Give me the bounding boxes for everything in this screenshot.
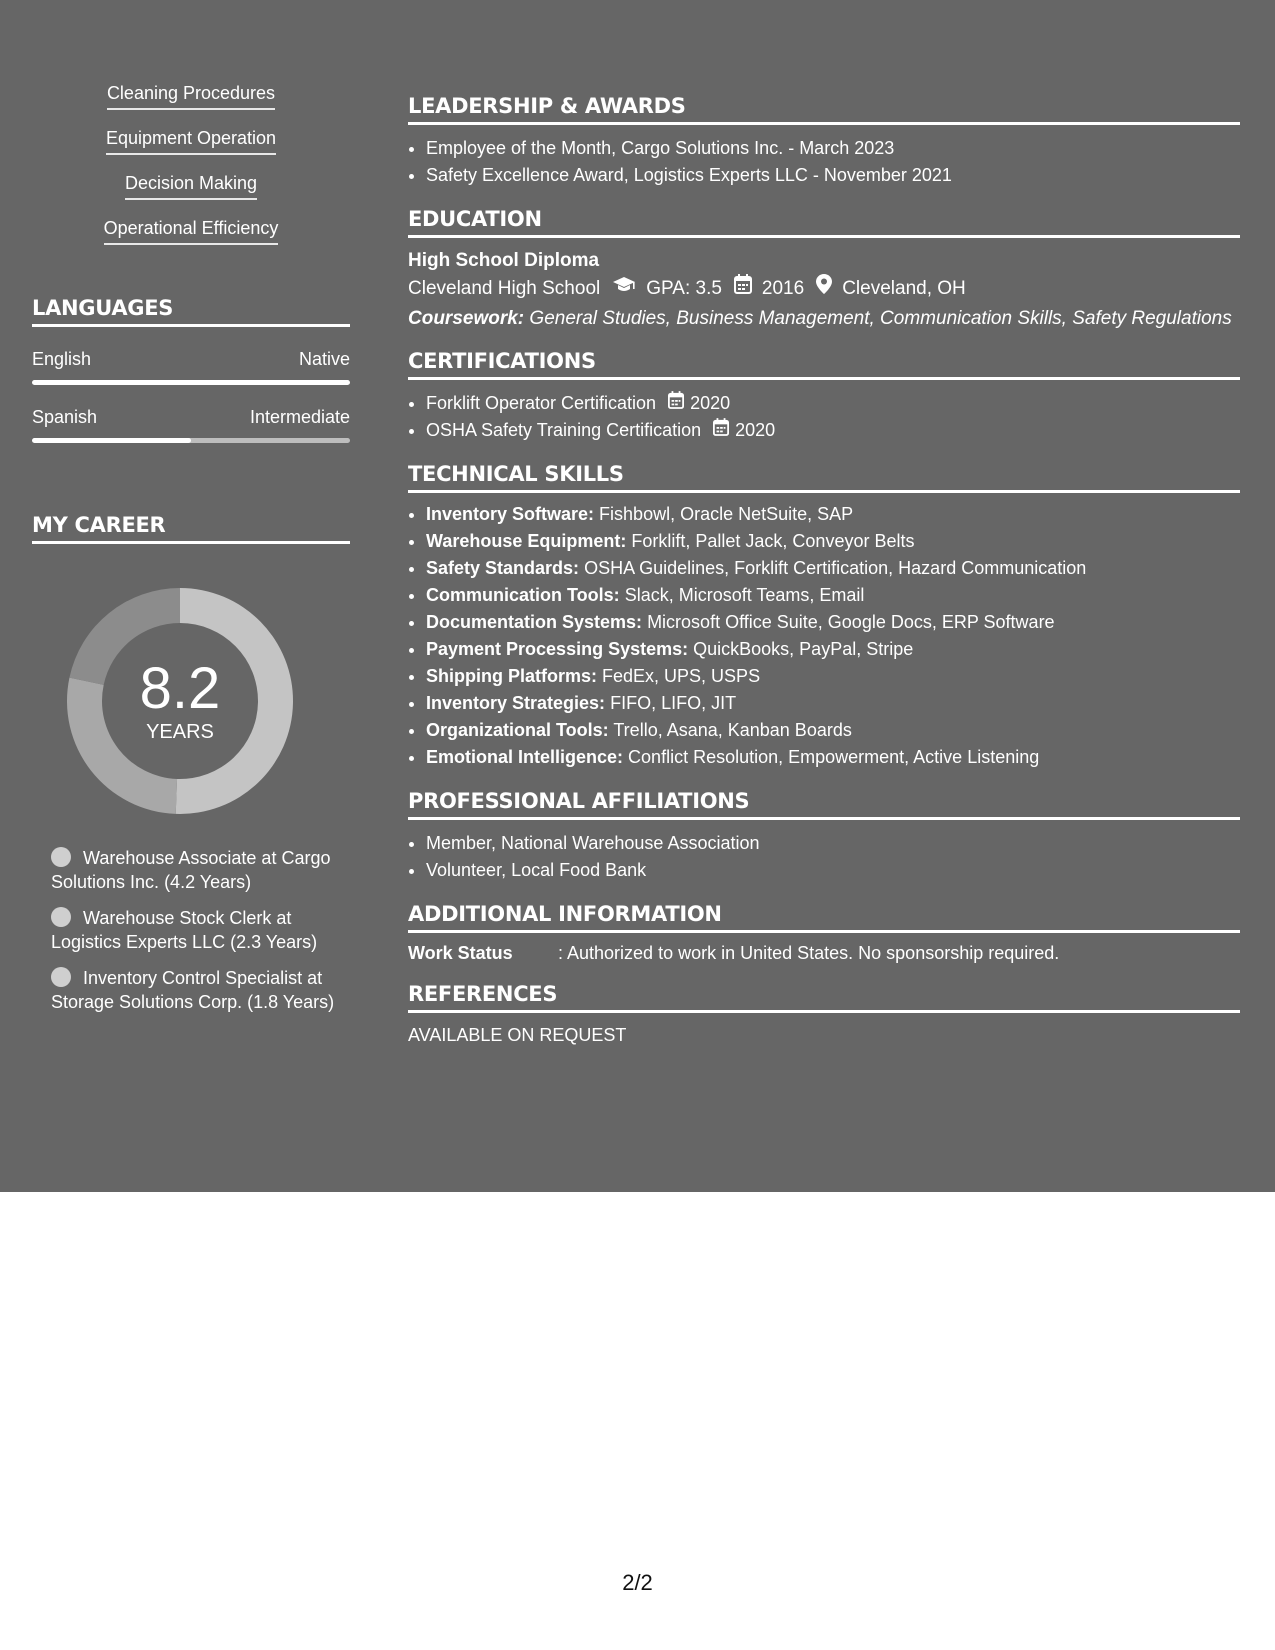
education-location: Cleveland, OH (842, 278, 966, 299)
certification-item: • Forklift Operator Certification 2020 (426, 390, 1240, 417)
certifications-title: CERTIFICATIONS (408, 349, 1240, 380)
certification-item: • OSHA Safety Training Certification 2020 (426, 417, 1240, 444)
left-column (32, 80, 350, 1026)
bullet-dot-icon (51, 967, 71, 987)
education-degree: High School Diploma (408, 250, 600, 271)
list-item: • Documentation Systems: Microsoft Office Suite, Google Docs, ERP Software (426, 609, 1240, 636)
skill-item: Decision Making (125, 170, 257, 200)
list-item: • Inventory Software: Fishbowl, Oracle NetSuite, SAP (426, 501, 1240, 528)
list-item: • Emotional Intelligence: Conflict Resolution, Empowerment, Active Listening (426, 744, 1240, 771)
career-unit: YEARS (146, 720, 214, 743)
language-bar-fill (32, 438, 191, 443)
certifications-section (408, 349, 1240, 444)
calendar-icon (734, 274, 752, 304)
right-column (408, 94, 1240, 1064)
graduation-cap-icon (612, 274, 636, 304)
language-spanish (32, 407, 350, 443)
language-english (32, 349, 350, 385)
list-item: • Warehouse Equipment: Forklift, Pallet Jack, Conveyor Belts (426, 528, 1240, 555)
page-number: 2/2 (622, 1570, 653, 1595)
education-gpa: GPA: 3.5 (646, 278, 722, 299)
language-level: Native (298, 349, 350, 369)
list-item: • Safety Excellence Award, Logistics Experts LLC - November 2021 (426, 162, 1240, 189)
calendar-icon (713, 417, 729, 444)
leadership-title: LEADERSHIP & AWARDS (408, 94, 1240, 125)
career-donut (65, 586, 295, 816)
skill-item: Cleaning Procedures (107, 80, 275, 110)
work-status-value: : Authorized to work in United States. No sponsorship required. (558, 943, 1060, 963)
technical-skills-section (408, 462, 1240, 771)
list-item: • Employee of the Month, Cargo Solutions Inc. - March 2023 (426, 135, 1240, 162)
calendar-icon (668, 390, 684, 417)
references-text: AVAILABLE ON REQUEST (408, 1025, 627, 1045)
location-pin-icon (816, 274, 832, 304)
education-section (408, 207, 1240, 331)
leadership-section (408, 94, 1240, 189)
work-status-label: Work Status (408, 943, 513, 963)
list-item: • Inventory Strategies: FIFO, LIFO, JIT (426, 690, 1240, 717)
skill-item: Operational Efficiency (104, 215, 279, 245)
education-details (408, 274, 1240, 304)
language-bar-fill (32, 380, 350, 385)
language-name: English (32, 349, 92, 369)
list-item: • Payment Processing Systems: QuickBooks, PayPal, Stripe (426, 636, 1240, 663)
career-item: Warehouse Associate at Cargo Solutions Inc. (4.2 Years) (51, 848, 331, 892)
references-section (408, 982, 1240, 1046)
education-coursework: Coursework: General Studies, Business Management, Communication Skills, Safety Regulations (408, 308, 1232, 329)
affiliations-section (408, 789, 1240, 884)
career-title: MY CAREER (32, 513, 350, 544)
list-item: • Shipping Platforms: FedEx, UPS, USPS (426, 663, 1240, 690)
language-name: Spanish (32, 407, 98, 427)
affiliations-title: PROFESSIONAL AFFILIATIONS (408, 789, 1240, 820)
language-level: Intermediate (249, 407, 350, 427)
list-item: • Organizational Tools: Trello, Asana, Kanban Boards (426, 717, 1240, 744)
list-item: • Member, National Warehouse Association (426, 830, 1240, 857)
skill-item: Equipment Operation (106, 125, 276, 155)
language-bar (32, 380, 350, 385)
education-title: EDUCATION (408, 207, 1240, 238)
career-item: Warehouse Stock Clerk at Logistics Experts LLC (2.3 Years) (51, 908, 318, 952)
career-total: 8.2 (139, 655, 221, 721)
technical-skills-title: TECHNICAL SKILLS (408, 462, 1240, 493)
additional-info-section (408, 902, 1240, 964)
education-year: 2016 (761, 278, 805, 299)
additional-info-title: ADDITIONAL INFORMATION (408, 902, 1240, 933)
career-list (32, 846, 341, 1014)
career-item: Inventory Control Specialist at Storage Solutions Corp. (1.8 Years) (51, 968, 335, 1012)
education-school: Cleveland High School (408, 278, 601, 299)
bullet-dot-icon (51, 907, 71, 927)
skills-list (32, 80, 350, 260)
references-title: REFERENCES (408, 982, 1240, 1013)
list-item: • Safety Standards: OSHA Guidelines, Forklift Certification, Hazard Communication (426, 555, 1240, 582)
list-item: • Communication Tools: Slack, Microsoft Teams, Email (426, 582, 1240, 609)
language-bar (32, 438, 350, 443)
bullet-dot-icon (51, 847, 71, 867)
list-item: • Volunteer, Local Food Bank (426, 857, 1240, 884)
languages-title: LANGUAGES (32, 296, 350, 327)
